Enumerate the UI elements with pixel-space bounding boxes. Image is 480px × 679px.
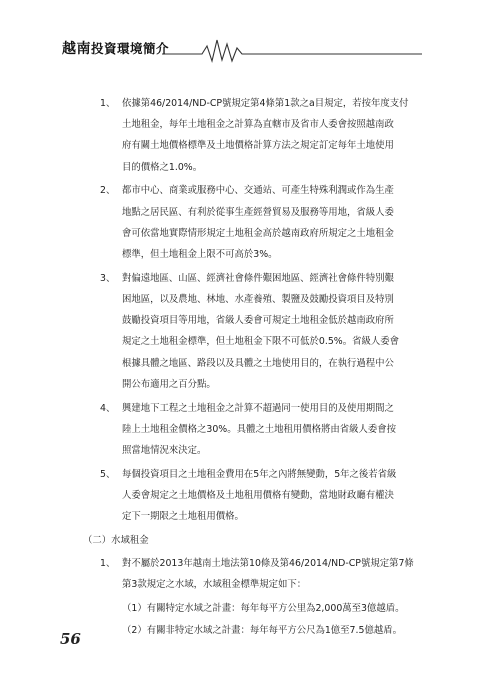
list-item-text-line: 興建地下工程之土地租金之計算不超過同一使用目的及使用期間之: [122, 402, 394, 414]
list-item-text-line: 開公布適用之百分點。: [122, 378, 216, 390]
list-item-text-line: 對偏遠地區、山區、經濟社會條件艱困地區、經濟社會條件特別艱: [122, 272, 394, 284]
list-item-text-line: 陸上土地租金價格之30%。具體之土地租用價格將由省級人委會按: [122, 423, 396, 435]
list-item-text-line: 人委會規定之土地價格及土地租用價格有變動，當地財政廳有權決: [122, 490, 394, 501]
page-number: 56: [60, 630, 81, 648]
section-heading: （二）水域租金: [83, 535, 149, 546]
list-item-text-line: 都市中心、商業或服務中心、交通站、可產生特殊利潤或作為生產: [122, 185, 394, 197]
list-item-text-line: 標準，但土地租金上限不可高於3%。: [122, 249, 278, 260]
list-item-marker: 3、: [100, 272, 116, 284]
header-title-prefix: 越南: [62, 41, 91, 57]
list-item-text-line: 府有關土地價格標準及土地價格計算方法之規定訂定每年土地使用: [122, 140, 394, 152]
list-item-text-line: 依據第46/2014/ND-CP號規定第4條第1款之a目規定，若按年度支付: [122, 98, 409, 109]
list-item-text-line: 照當地情況來決定。: [122, 445, 207, 456]
list-item-text-line: 每個投資項目之土地租金費用在5年之內將無變動，5年之後若省級: [122, 468, 397, 480]
list-item-text-line: 目的價格之1.0%。: [122, 161, 203, 173]
list-item-text-line: 定下一期限之土地租用價格。: [122, 511, 244, 523]
sub-item-line: （1）有關特定水域之計畫：每年每平方公里為2,000萬至3億越盾。: [122, 602, 405, 614]
sub-item-line: （2）有關非特定水域之計畫：每年每平方公尺為1億至7.5億越盾。: [122, 625, 402, 637]
list-item-text-line: 地點之居民區、有利於從事生產經營貿易及服務等用地，省級人委: [122, 206, 394, 218]
list-item-marker: 5、: [100, 468, 116, 480]
list-item-text-line: 鼓勵投資項目等用地，省級人委會可規定土地租金低於越南政府所: [122, 315, 394, 327]
list-item-text-line: 會可依當地實際情形規定土地租金高於越南政府所規定之土地租金: [122, 227, 394, 239]
header-title-rest: 投資環境簡介: [91, 41, 170, 56]
list-item-text-line: 規定之土地租金標準，但土地租金下限不可低於0.5%。省級人委會: [122, 336, 399, 348]
list-item-text-line: 第3款規定之水域，水域租金標準規定如下：: [122, 579, 307, 591]
list-item-text-line: 對不屬於2013年越南土地法第10條及第46/2014/ND-CP號規定第7條: [122, 558, 414, 570]
list-item-text-line: 困地區，以及農地、林地、水產養殖、製鹽及鼓勵投資項目及特別: [122, 294, 394, 305]
list-item-text-line: 根據具體之地區、路段以及具體之土地使用目的，在執行過程中公: [122, 357, 394, 369]
list-item-marker: 2、: [100, 185, 116, 197]
list-item-marker: 4、: [100, 402, 116, 414]
list-item-marker: 1、: [100, 98, 116, 109]
list-item-marker: 1、: [100, 558, 116, 570]
list-item-text-line: 土地租金，每年土地租金之計算為直轄市及省市人委會按照越南政: [122, 119, 394, 131]
